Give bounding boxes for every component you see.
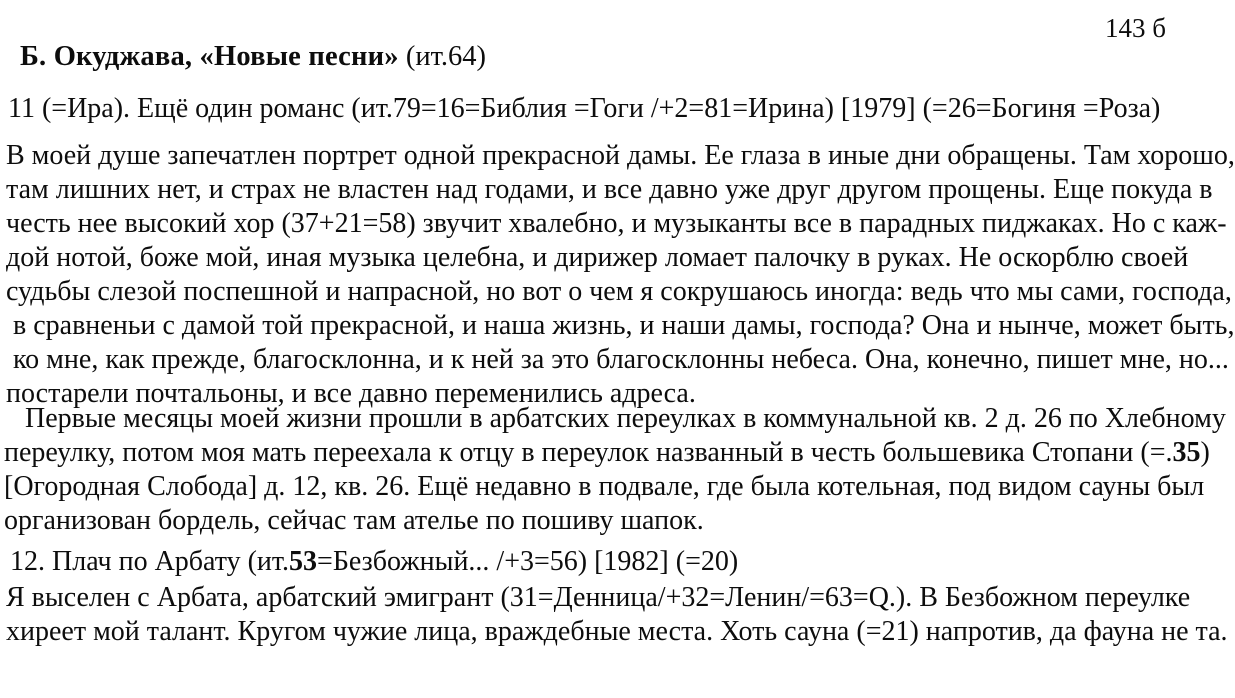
song-12-lyrics-paragraph [6,581,1228,649]
text-line: судьбы слезой поспешной и напрасной, но вот о чем я сокрушаюсь иногда: ведь что мы сами, господа, [6,276,1232,307]
text-line: [Огородная Слобода] д. 12, кв. 26. Ещё недавно в подвале, где была котельная, под видом сауны был [4,471,1205,502]
text-line: там лишних нет, и страх не властен над годами, и все давно уже друг другом прощены. Еще покуда в [6,174,1213,205]
text-line: дой нотой, боже мой, иная музыка целебна, и дирижер ломает палочку в руках. Не оскорблю своей [6,242,1189,273]
song-12-heading [10,545,738,579]
biographical-note-paragraph [4,402,1226,538]
text-line: организован бордель, сейчас там ателье по пошиву шапок. [4,505,704,536]
title-author-bold: Б. Окуджава, «Новые песни» [20,41,399,72]
text-line: честь нее высокий хор (37+21=58) звучит хвалебно, и музыканты все в парадных пиджаках. Но с каж- [6,208,1227,239]
bold-number: 53 [289,546,318,577]
text-line: Первые месяцы моей жизни прошли в арбатских переулках в коммунальной кв. 2 д. 26 по Хлебному [4,403,1226,434]
text-line: Я выселен с Арбата, арбатский эмигрант (31=Денница/+32=Ленин/=63=Q.). В Безбожном переулке [6,582,1191,613]
bold-number: 35 [1172,437,1201,468]
text-line [4,436,1226,470]
text-line: в сравненьи с дамой той прекрасной, и наша жизнь, и наши дамы, господа? Она и нынче, может быть, [6,310,1235,341]
text-segment: =Безбожный... /+3=56) [1982] (=20) [317,546,739,577]
song-11-lyrics-paragraph [6,139,1235,411]
document-title [20,41,486,73]
text-line: хиреет мой талант. Кругом чужие лица, враждебные места. Хоть сауна (=21) напротив, да фауна не та. [6,616,1228,647]
text-line: ко мне, как прежде, благосклонна, и к ней за это благосклонны небеса. Она, конечно, пишет мне, но... [6,344,1229,375]
page-number: 143 б [1105,13,1166,43]
text-segment: переулку, потом моя мать переехала к отцу в переулок названный в честь большевика Стопани (=. [4,437,1173,468]
text-segment: ) [1200,437,1210,468]
text-line: В моей душе запечатлен портрет одной прекрасной дамы. Ее глаза в иные дни обращены. Там хорошо, [6,140,1235,171]
text-line: постарели почтальоны, и все давно переменились адреса. [6,378,696,409]
title-itogo-note: (ит.64) [398,41,486,72]
song-11-heading: 11 (=Ира). Ещё один романс (ит.79=16=Библия =Гоги /+2=81=Ирина) [1979] (=26=Богиня =Роза) [8,93,1161,124]
text-segment: 12. Плач по Арбату (ит. [10,546,290,577]
